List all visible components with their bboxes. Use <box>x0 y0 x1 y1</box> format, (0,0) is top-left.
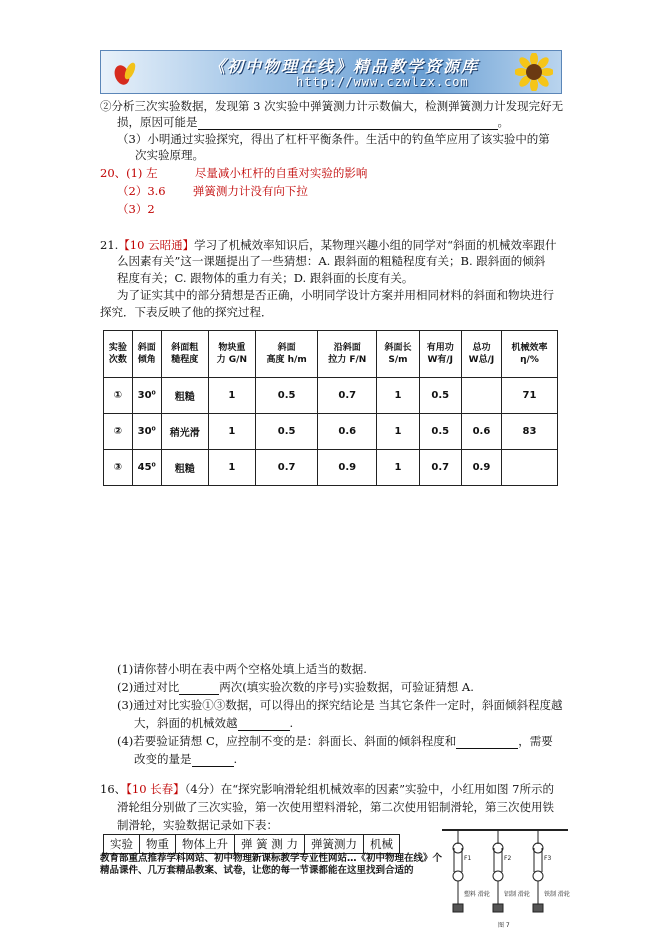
answer20-num2: （2）3.6 <box>117 184 166 198</box>
table-cell: 0.6 <box>318 414 377 450</box>
incline-efficiency-table <box>103 330 558 486</box>
q21-sub4b-suffix: . <box>233 752 238 766</box>
table-cell: 0.5 <box>255 378 317 414</box>
table-cell: 0.7 <box>255 450 317 486</box>
table-header: 弹 簧 测 力 <box>235 835 305 854</box>
q16-line1-text: （4分）在“探究影响滑轮组机械效率的因素”实验中，小红用如图 7所示的 <box>184 782 554 796</box>
table-cell: 1 <box>377 414 419 450</box>
q21-sub3-suffix: . <box>289 716 294 730</box>
table-header: 实验 <box>104 835 140 854</box>
answer-blank[interactable] <box>192 752 234 767</box>
pulley-data-table <box>103 834 400 854</box>
q19-line4: 次实验原理。 <box>135 148 204 162</box>
table-cell: 稍光滑 <box>161 414 208 450</box>
q19-line2-suffix: 。 <box>497 115 509 129</box>
banner-title: 《初中物理在线》精品教学资源库 <box>209 57 480 76</box>
answer-blank[interactable] <box>456 734 518 749</box>
table-header: 机械 <box>363 835 399 854</box>
table-cell: 粗糙 <box>161 378 208 414</box>
sunflower-icon <box>515 53 553 91</box>
table-cell: 1 <box>377 378 419 414</box>
pulley-material-label: 塑料 滑轮 <box>464 891 490 898</box>
table-header: 物块重 力 G/N <box>208 331 255 378</box>
answer20-text2: 弹簧测力计没有向下拉 <box>192 184 308 198</box>
table-row <box>104 378 558 414</box>
q19-line3: （3）小明通过实验探究，得出了杠杆平衡条件。生活中的钓鱼竿应用了该实验中的第 <box>117 132 550 146</box>
table-cell: 0.5 <box>419 378 461 414</box>
q21-line5: 探究．下表反映了他的探究过程． <box>100 305 273 319</box>
table-header: 斜面 高度 h/m <box>255 331 317 378</box>
table-header: 弹簧测力 <box>304 835 363 854</box>
force-label: F2 <box>504 855 512 862</box>
table-cell: 0.5 <box>255 414 317 450</box>
q21-sub3-line1: (3)通过对比实验①③数据，可以得出的探究结论是 当其它条件一定时，斜面倾斜程度越 <box>117 698 563 712</box>
pulley-figure <box>440 826 570 931</box>
pulley-material-label: 铝制 滑轮 <box>504 891 530 898</box>
table-cell: 1 <box>208 450 255 486</box>
table-header: 斜面 倾角 <box>132 331 161 378</box>
table-header: 总功 W总/J <box>461 331 501 378</box>
table-cell: 83 <box>502 414 558 450</box>
table-header-row <box>104 835 400 854</box>
table-cell: 0.7 <box>419 450 461 486</box>
table-header: 机械效率 η/% <box>502 331 558 378</box>
table-header: 物体上升 <box>176 835 235 854</box>
pulley-setup-plastic <box>453 830 463 912</box>
q21-sub4-prefix: (4)若要验证猜想 C，应控制不变的是：斜面长、斜面的倾斜程度和 <box>117 734 457 748</box>
site-footer-text: 教育部重点推荐学科网站、初中物理新课标教学专业性网站…《初中物理在线》个精品课件、几万套精品教案、试卷，让您的每一节课都能在这里找到合适的 <box>100 853 443 876</box>
table-cell: ③ <box>104 450 133 486</box>
q21-line3: 程度有关；C. 跟物体的重力有关；D. 跟斜面的长度有关。 <box>117 271 414 285</box>
pulley-setup-aluminum <box>493 830 503 912</box>
q21-sub3-prefix: 大，斜面的机械效越 <box>134 716 238 730</box>
answer-blank[interactable] <box>198 115 498 130</box>
table-cell: 0.7 <box>318 378 377 414</box>
table-header: 斜面粗 糙程度 <box>161 331 208 378</box>
answer20-num1: 20、(1) 左 <box>100 166 158 180</box>
site-banner <box>100 50 562 94</box>
answer20-line3: （3）2 <box>117 202 155 216</box>
table-header: 物重 <box>140 835 176 854</box>
q21-line4: 为了证实其中的部分猜想是否正确，小明同学设计方案并用相同材料的斜面和物块进行 <box>117 288 554 302</box>
table-cell: 0.9 <box>461 450 501 486</box>
answer-blank[interactable] <box>238 716 290 731</box>
table-cell: ② <box>104 414 133 450</box>
answer20-text1: 尽量减小杠杆的自重对实验的影响 <box>194 166 368 180</box>
q21-sub1: (1)请你替小明在表中两个空格处填上适当的数据. <box>117 662 367 676</box>
q21-sub2-prefix: (2)通过对比 <box>117 680 180 694</box>
table-cell: 30⁰ <box>132 378 161 414</box>
q21-sub4-suffix: ，需要 <box>518 734 553 748</box>
table-header-row <box>104 331 558 378</box>
table-cell-blank[interactable] <box>461 378 501 414</box>
q16-line1 <box>100 782 554 796</box>
q21-line1 <box>100 238 556 252</box>
q16-number: 16、 <box>100 782 127 796</box>
q21-line1-text: 学习了机械效率知识后，某物理兴趣小组的同学对“斜面的机械效率跟什 <box>194 238 557 252</box>
q21-sub4-line1 <box>117 734 553 749</box>
site-logo-icon <box>109 57 139 87</box>
table-row <box>104 414 558 450</box>
force-label: F3 <box>544 855 552 862</box>
table-header: 实验 次数 <box>104 331 133 378</box>
table-cell: ① <box>104 378 133 414</box>
q16-line3: 制滑轮，实验数据记录如下表： <box>117 818 278 832</box>
q21-sub3-line2 <box>134 716 293 731</box>
q19-line2-prefix: 损，原因可能是 <box>117 115 198 129</box>
pulley-setup-iron <box>533 830 543 912</box>
q19-line1: ②分析三次实验数据，发现第 3 次实验中弹簧测力计示数偏大，检测弹簧测力计发现完好无 <box>100 99 564 113</box>
table-cell: 粗糙 <box>161 450 208 486</box>
q21-sub4-line2 <box>134 752 237 767</box>
table-cell: 45⁰ <box>132 450 161 486</box>
table-cell: 0.5 <box>419 414 461 450</box>
force-label: F1 <box>464 855 472 862</box>
q16-source-tag: 【10 长春】 <box>126 782 185 796</box>
table-cell: 1 <box>377 450 419 486</box>
table-header: 有用功 W有/J <box>419 331 461 378</box>
table-header: 斜面长 S/m <box>377 331 419 378</box>
q21-sub2 <box>117 680 474 695</box>
table-cell: 0.6 <box>461 414 501 450</box>
q21-line2: 么因素有关”这一课题提出了一些猜想：A. 跟斜面的粗糙程度有关；B. 跟斜面的倾斜 <box>117 254 546 268</box>
answer20-line1 <box>100 166 367 180</box>
q19-line2 <box>117 115 509 130</box>
answer-blank[interactable] <box>179 680 219 695</box>
table-cell: 71 <box>502 378 558 414</box>
table-row <box>104 450 558 486</box>
q21-number: 21. <box>100 238 119 252</box>
table-cell: 30⁰ <box>132 414 161 450</box>
q21-source-tag: 【10 云昭通】 <box>118 238 195 252</box>
q16-line2: 滑轮组分别做了三次实验，第一次使用塑料滑轮，第二次使用铝制滑轮，第三次使用铁 <box>117 800 554 814</box>
table-cell: 0.9 <box>318 450 377 486</box>
pulley-material-label: 铁制 滑轮 <box>544 891 570 898</box>
figure-caption: 图 7 <box>498 922 510 929</box>
banner-url[interactable]: http://www.czwlzx.com <box>296 75 469 89</box>
q21-sub4b-prefix: 改变的量是 <box>134 752 192 766</box>
table-cell: 1 <box>208 378 255 414</box>
table-cell: 1 <box>208 414 255 450</box>
table-header: 沿斜面 拉力 F/N <box>318 331 377 378</box>
q21-sub2-suffix: 两次(填实验次数的序号)实验数据，可验证猜想 A. <box>219 680 474 694</box>
table-cell-blank[interactable] <box>502 450 558 486</box>
answer20-line2 <box>117 184 308 198</box>
